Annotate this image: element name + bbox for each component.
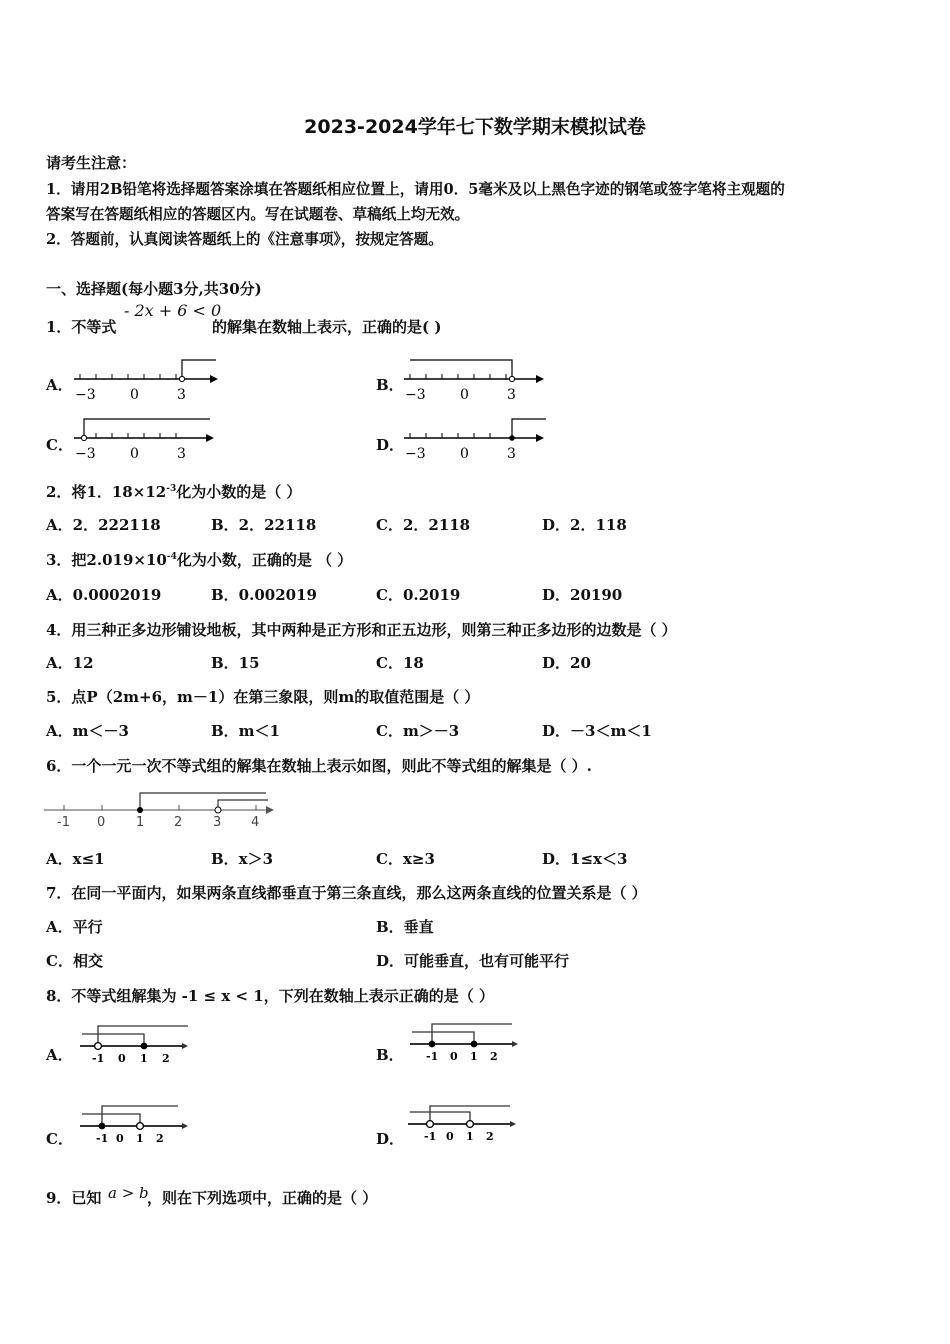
tick-label: 1 bbox=[470, 1050, 478, 1063]
q1-option-a-label: A． bbox=[46, 376, 73, 394]
tick-label: 0 bbox=[130, 446, 139, 462]
tick-label: 2 bbox=[490, 1050, 498, 1063]
q1-option-c-label: C． bbox=[46, 436, 73, 454]
section-heading: 一、选择题(每小题3分,共30分) bbox=[46, 280, 262, 298]
tick-label: 0 bbox=[460, 387, 469, 403]
tick-label: 2 bbox=[174, 815, 183, 830]
q2-prefix: 2．将1．18×12 bbox=[46, 483, 167, 501]
tick-label: 3 bbox=[507, 387, 516, 403]
q8-numberline-b bbox=[408, 1016, 533, 1064]
tick-label: 3 bbox=[177, 446, 186, 462]
q1-prefix: 1．不等式 bbox=[46, 318, 117, 336]
q4-option-a: A．12 bbox=[46, 654, 94, 672]
tick-label: -1 bbox=[57, 815, 70, 830]
q8-question: 8．不等式组解集为 -1 ≤ x < 1，下列在数轴上表示正确的是（ ） bbox=[46, 987, 494, 1005]
q1-suffix: 的解集在数轴上表示，正确的是( ) bbox=[212, 318, 442, 336]
q3-suffix: 化为小数，正确的是 （ ） bbox=[176, 551, 353, 569]
q8-numberline-c bbox=[78, 1100, 198, 1146]
q9-formula: a > b bbox=[108, 1184, 149, 1202]
tick-label: 0 bbox=[130, 387, 139, 403]
notice-heading: 请考生注意： bbox=[46, 154, 137, 172]
q1-numberline-d bbox=[400, 414, 560, 464]
q3-prefix: 3．把2.019×10 bbox=[46, 551, 167, 569]
q3-question bbox=[46, 549, 352, 570]
notice-line1a: 1．请用2B铅笔将选择题答案涂填在答题纸相应位置上，请用0．5毫米及以上黑色字迹的钢笔或签字笔将主观题的 bbox=[46, 181, 785, 198]
q4-question: 4．用三种正多边形铺设地板，其中两种是正方形和正五边形，则第三种正多边形的边数是（ ） bbox=[46, 621, 677, 639]
tick-label: 1 bbox=[466, 1130, 474, 1143]
q1-numberline-a bbox=[70, 355, 230, 405]
tick-label: −3 bbox=[405, 446, 426, 462]
tick-label: −3 bbox=[405, 387, 426, 403]
q7-option-c: C．相交 bbox=[46, 952, 103, 970]
notice-line2: 2．答题前，认真阅读答题纸上的《注意事项》，按规定答题。 bbox=[46, 231, 443, 248]
tick-label: 0 bbox=[450, 1050, 458, 1063]
q6-numberline bbox=[42, 788, 282, 830]
tick-label: 0 bbox=[446, 1130, 454, 1143]
q2-option-d: D．2．118 bbox=[542, 516, 627, 534]
q5-question: 5．点P（2m+6，m－1）在第三象限，则m的取值范围是（ ） bbox=[46, 688, 480, 706]
q3-option-d: D．20190 bbox=[542, 586, 623, 604]
q6-option-b: B．x＞3 bbox=[211, 850, 274, 868]
tick-label: -1 bbox=[426, 1050, 439, 1063]
tick-label: −3 bbox=[75, 446, 96, 462]
q9-suffix: ，则在下列选项中，正确的是（ ） bbox=[147, 1189, 378, 1207]
q6-option-d: D．1≤x＜3 bbox=[542, 850, 628, 868]
q5-option-c: C．m＞－3 bbox=[376, 722, 460, 740]
tick-label: -1 bbox=[96, 1132, 109, 1145]
tick-label: 2 bbox=[162, 1052, 170, 1065]
q8-option-d-label: D． bbox=[376, 1130, 405, 1148]
q2-option-b: B．2．22118 bbox=[211, 516, 317, 534]
tick-label: 3 bbox=[213, 815, 222, 830]
q8-numberline-d bbox=[406, 1096, 531, 1144]
q1-option-d-label: D． bbox=[376, 436, 405, 454]
q2-option-a: A．2．222118 bbox=[46, 516, 161, 534]
tick-label: 0 bbox=[97, 815, 106, 830]
q8-numberline-a bbox=[78, 1020, 198, 1066]
q3-option-b: B．0.002019 bbox=[211, 586, 317, 604]
q8-option-a-label: A． bbox=[46, 1046, 73, 1064]
q2-question bbox=[46, 481, 301, 502]
tick-label: 2 bbox=[156, 1132, 164, 1145]
q6-option-c: C．x≥3 bbox=[376, 850, 435, 868]
q5-option-d: D．－3＜m＜1 bbox=[542, 722, 652, 740]
tick-label: 1 bbox=[136, 815, 145, 830]
page-title: 2023-2024学年七下数学期末模拟试卷 bbox=[304, 116, 646, 138]
q5-option-a: A．m＜－3 bbox=[46, 722, 129, 740]
q1-option-b-label: B． bbox=[376, 376, 404, 394]
notice-line1b: 答案写在答题纸相应的答题区内。写在试题卷、草稿纸上均无效。 bbox=[46, 206, 470, 223]
tick-label: 1 bbox=[136, 1132, 144, 1145]
tick-label: 2 bbox=[486, 1130, 494, 1143]
q4-option-d: D．20 bbox=[542, 654, 591, 672]
tick-label: 0 bbox=[118, 1052, 126, 1065]
q1-numberline-b bbox=[400, 355, 560, 405]
tick-label: -1 bbox=[424, 1130, 437, 1143]
q3-option-c: C．0.2019 bbox=[376, 586, 461, 604]
q7-option-d: D．可能垂直，也有可能平行 bbox=[376, 952, 570, 970]
tick-label: 0 bbox=[460, 446, 469, 462]
tick-label: 4 bbox=[251, 815, 260, 830]
q7-question: 7．在同一平面内，如果两条直线都垂直于第三条直线，那么这两条直线的位置关系是（ ） bbox=[46, 884, 647, 902]
tick-label: 3 bbox=[177, 387, 186, 403]
q1-formula: - 2x + 6 < 0 bbox=[124, 301, 222, 320]
q4-option-b: B．15 bbox=[211, 654, 260, 672]
q7-option-b: B．垂直 bbox=[376, 918, 434, 936]
q1-numberline-c bbox=[70, 414, 230, 464]
q2-exponent: -3 bbox=[166, 484, 177, 494]
q9-prefix: 9．已知 bbox=[46, 1189, 102, 1207]
tick-label: −3 bbox=[75, 387, 96, 403]
q2-suffix: 化为小数的是（ ） bbox=[176, 483, 302, 501]
tick-label: 0 bbox=[116, 1132, 124, 1145]
q8-option-b-label: B． bbox=[376, 1046, 404, 1064]
q6-option-a: A．x≤1 bbox=[46, 850, 105, 868]
q3-option-a: A．0.0002019 bbox=[46, 586, 162, 604]
q8-option-c-label: C． bbox=[46, 1130, 73, 1148]
q4-option-c: C．18 bbox=[376, 654, 424, 672]
q5-option-b: B．m＜1 bbox=[211, 722, 280, 740]
tick-label: -1 bbox=[92, 1052, 105, 1065]
tick-label: 1 bbox=[140, 1052, 148, 1065]
q7-option-a: A．平行 bbox=[46, 918, 103, 936]
q2-option-c: C．2．2118 bbox=[376, 516, 471, 534]
tick-label: 3 bbox=[507, 446, 516, 462]
q3-exponent: -4 bbox=[166, 552, 177, 562]
q6-question: 6．一个一元一次不等式组的解集在数轴上表示如图，则此不等式组的解集是（ ）. bbox=[46, 757, 592, 775]
